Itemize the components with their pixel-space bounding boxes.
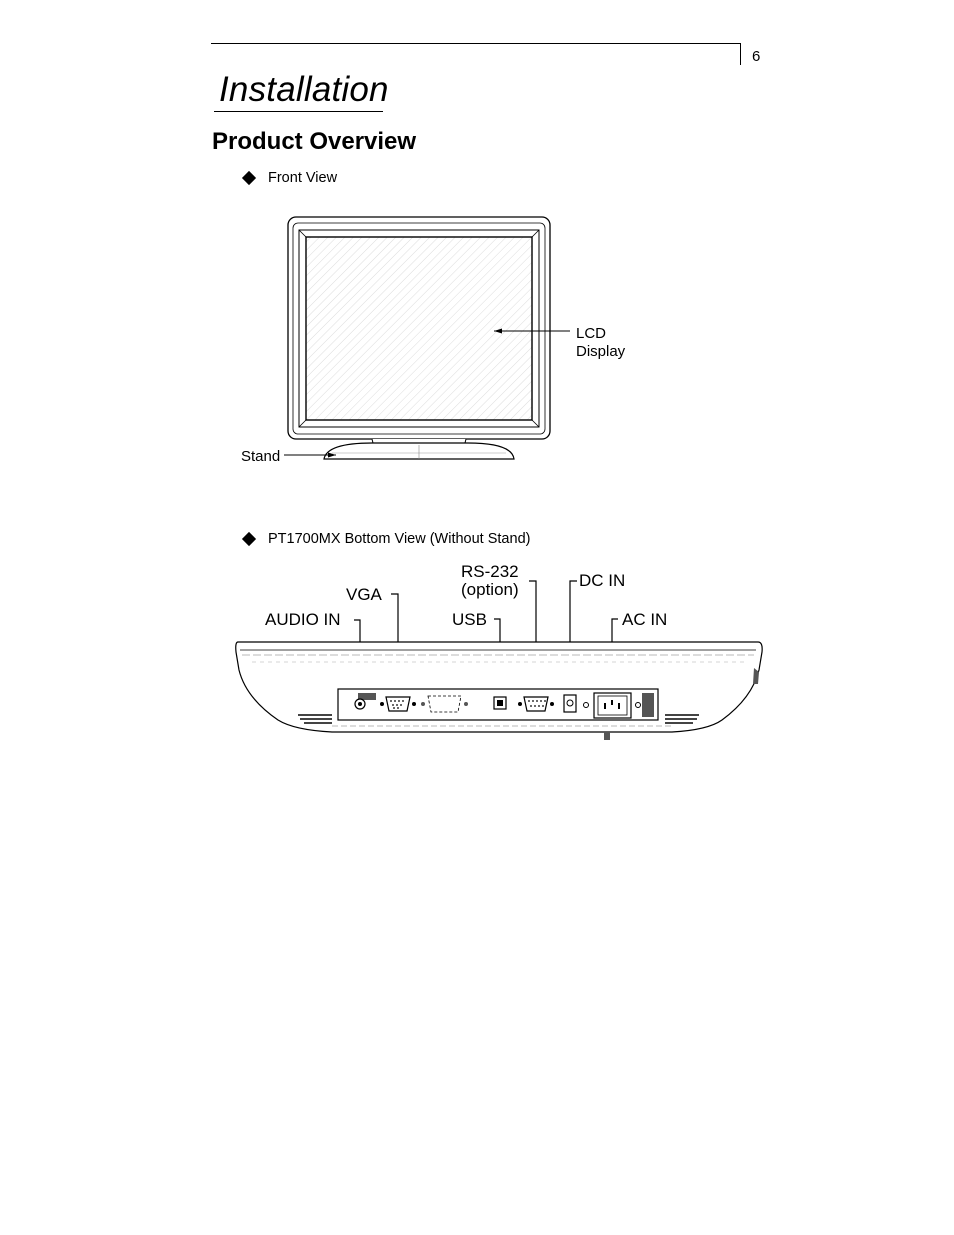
lcd-panel — [306, 237, 532, 420]
bullet-front-view — [241, 170, 337, 186]
chapter-title: Installation — [219, 70, 389, 109]
lcd-callout-label-2: Display — [576, 343, 626, 360]
monitor-front-illustration — [232, 197, 632, 467]
page-number: 6 — [752, 48, 761, 65]
vga-port-icon — [386, 697, 410, 711]
usb-label: USB — [452, 610, 487, 629]
rs232-label: RS-232 — [461, 562, 519, 581]
bullet-bottom-view-label: PT1700MX Bottom View (Without Stand) — [268, 531, 531, 547]
bullet-bottom-view — [241, 531, 530, 547]
dc-in-label: DC IN — [579, 571, 626, 590]
vga-label: VGA — [346, 585, 382, 604]
front-view-figure — [232, 197, 632, 467]
bullet-front-view-label: Front View — [268, 170, 338, 186]
lcd-callout-label: LCD — [576, 325, 607, 342]
diamond-bullet-icon — [242, 532, 256, 546]
audio-in-label: AUDIO IN — [265, 610, 341, 629]
chapter-title-underline — [214, 111, 383, 112]
rs232-port-icon — [524, 697, 548, 711]
rs232-label-2: (option) — [461, 580, 519, 599]
stand-callout-label: Stand — [241, 448, 281, 465]
diamond-bullet-icon — [242, 171, 256, 185]
monitor-bottom-illustration — [232, 560, 764, 750]
header-divider — [740, 43, 741, 65]
ac-in-label: AC IN — [622, 610, 668, 629]
section-title: Product Overview — [212, 128, 417, 155]
header-rule — [211, 43, 741, 44]
bottom-view-figure — [232, 560, 764, 750]
blank-port-cover — [428, 696, 461, 712]
